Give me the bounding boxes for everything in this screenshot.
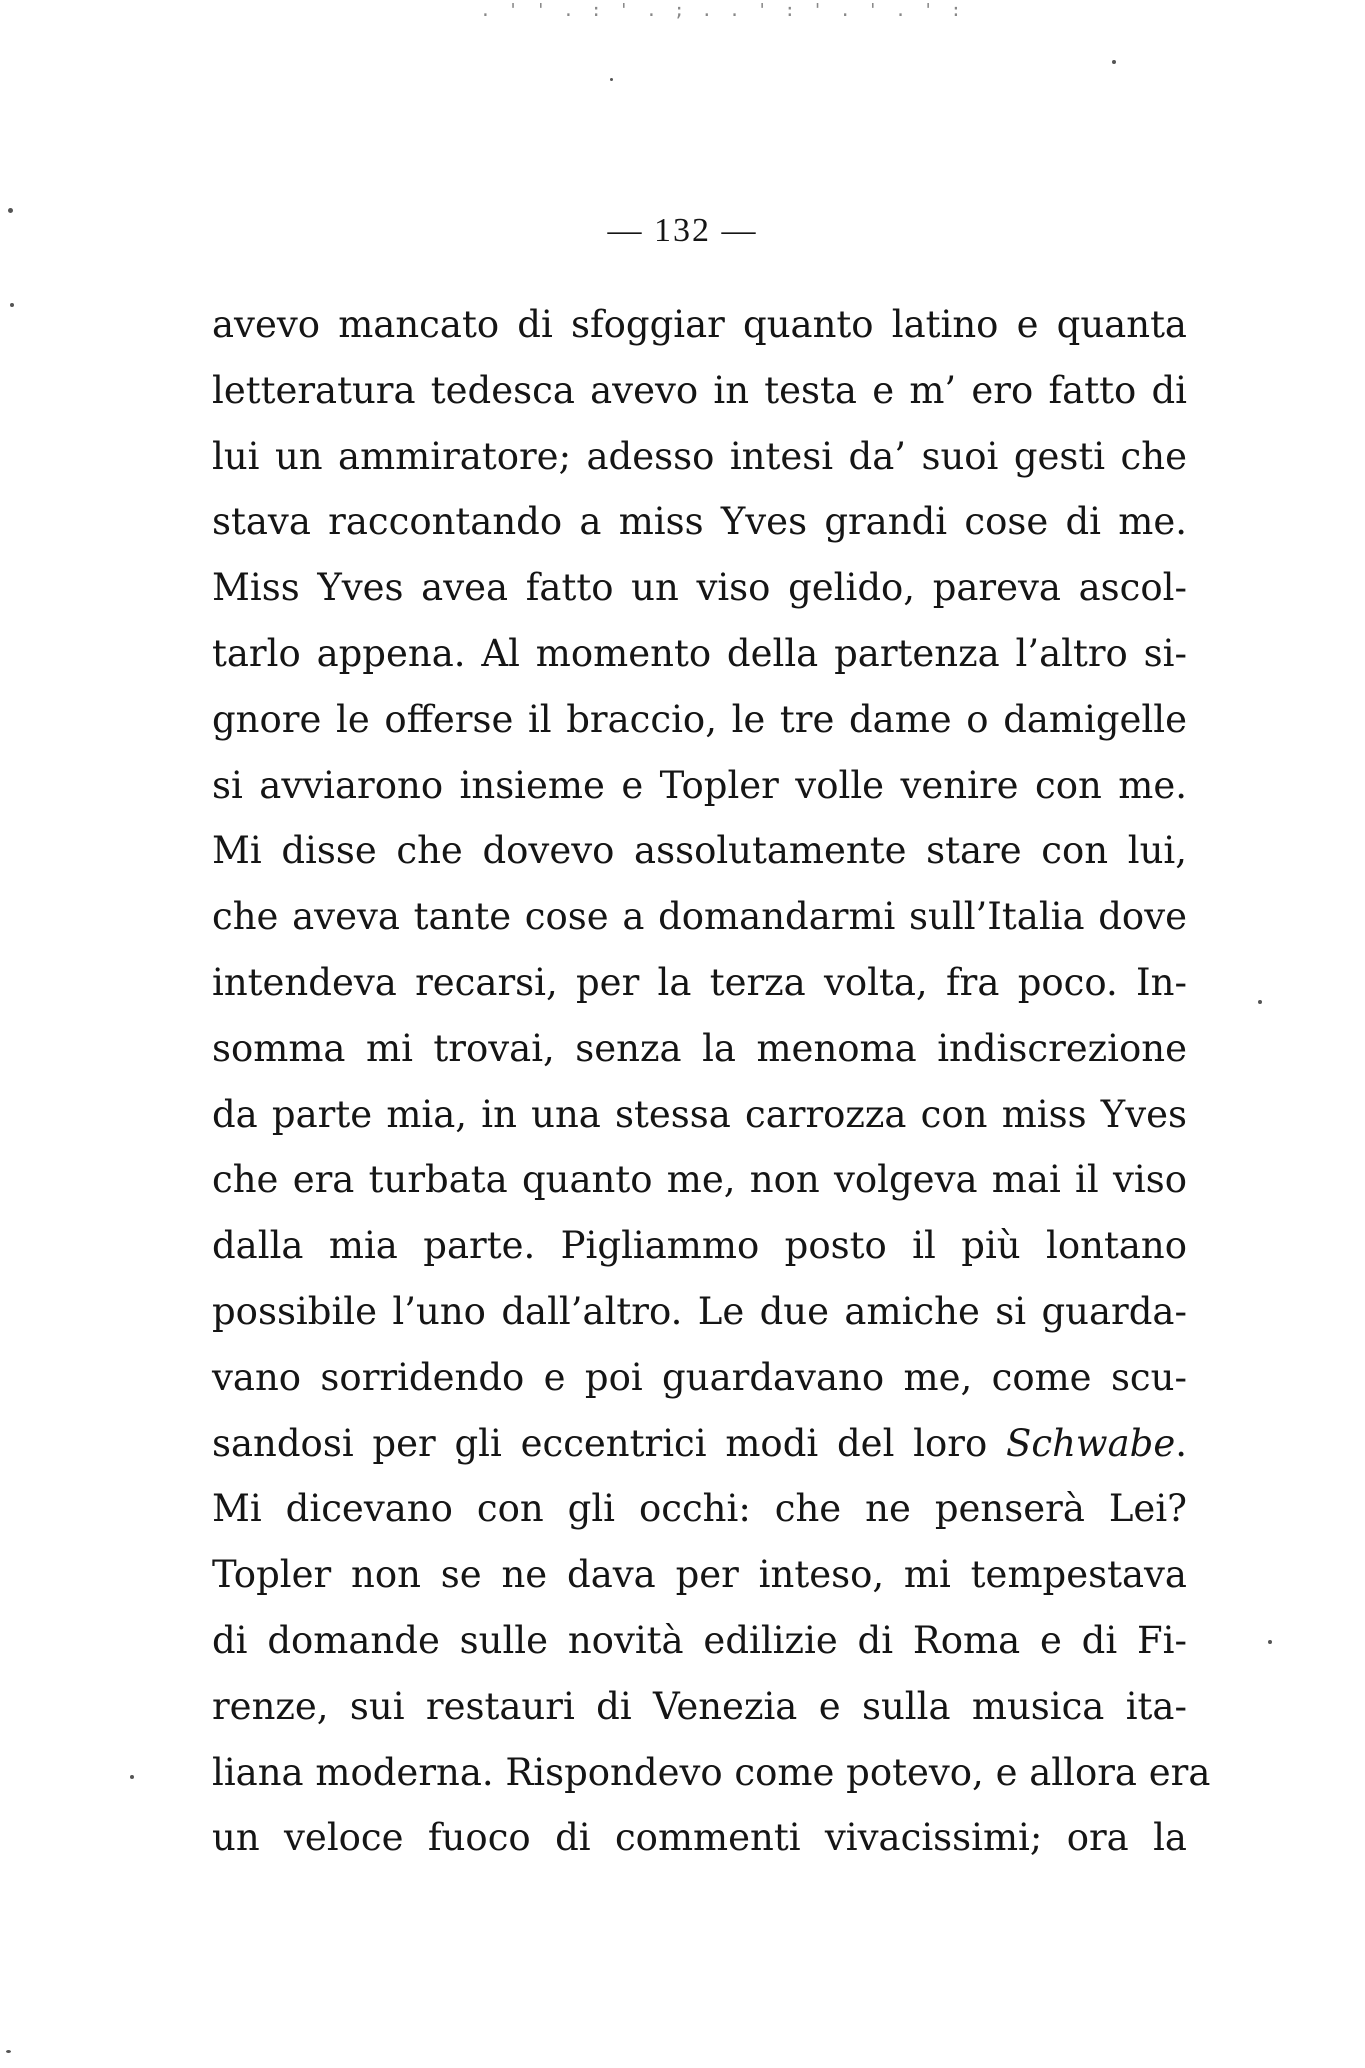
text-line: somma mi trovai, senza la menoma indiscrezione xyxy=(212,1026,1187,1070)
scan-speck xyxy=(610,78,613,81)
scan-speck xyxy=(1268,1640,1272,1644)
text-line: sandosi per gli eccentrici modi del loro Schwabe. xyxy=(212,1421,1187,1465)
scan-noise: . ' ' . : ' . ; . . ' : ' . ' . ' : xyxy=(480,0,965,21)
text-line: renze, sui restauri di Venezia e sulla musica ita- xyxy=(212,1684,1187,1728)
text-line: gnore le offerse il braccio, le tre dame o damigelle xyxy=(212,697,1187,741)
text-line: un veloce fuoco di commenti vivacissimi; ora la xyxy=(212,1816,1187,1860)
text-line: intendeva recarsi, per la terza volta, fra poco. In- xyxy=(212,960,1187,1004)
text-line: tarlo appena. Al momento della partenza l’altro si- xyxy=(212,631,1187,675)
text-line: liana moderna. Rispondevo come potevo, e allora era xyxy=(212,1750,1211,1794)
text-line: da parte mia, in una stessa carrozza con miss Yves xyxy=(212,1092,1187,1136)
text-line: Miss Yves avea fatto un viso gelido, pareva ascol- xyxy=(212,566,1187,610)
text-line: dalla mia parte. Pigliammo posto il più lontano xyxy=(212,1224,1187,1268)
italic-word: Schwabe xyxy=(1006,1421,1176,1465)
page-number: — 132 — xyxy=(607,212,758,249)
text-line: lui un ammiratore; adesso intesi da’ suoi gesti che xyxy=(212,434,1187,478)
scan-speck xyxy=(10,303,14,307)
text-line: possibile l’uno dall’altro. Le due amiche si guarda- xyxy=(212,1289,1187,1333)
scan-speck xyxy=(8,208,13,213)
text-line: che era turbata quanto me, non volgeva mai il viso xyxy=(212,1158,1187,1202)
text-line: di domande sulle novità edilizie di Roma e di Fi- xyxy=(212,1618,1187,1662)
text-line: vano sorridendo e poi guardavano me, come scu- xyxy=(212,1355,1187,1399)
scan-speck xyxy=(130,1775,134,1779)
text-line: che aveva tante cose a domandarmi sull’Italia dove xyxy=(212,895,1187,939)
scan-speck xyxy=(6,2050,11,2053)
scan-speck xyxy=(1112,60,1116,64)
text-line: Topler non se ne dava per inteso, mi tempestava xyxy=(212,1553,1187,1597)
text-line: letteratura tedesca avevo in testa e m’ ero fatto di xyxy=(212,368,1187,412)
text-line: Mi dicevano con gli occhi: che ne penserà Lei? xyxy=(212,1487,1187,1531)
text-line: stava raccontando a miss Yves grandi cose di me. xyxy=(212,500,1187,544)
text-line: avevo mancato di sfoggiar quanto latino e quanta xyxy=(212,303,1187,346)
text-line: si avviarono insieme e Topler volle venire con me. xyxy=(212,763,1187,807)
text-line: Mi disse che dovevo assolutamente stare con lui, xyxy=(212,829,1187,873)
body-text xyxy=(212,292,1211,1871)
scan-speck xyxy=(1258,1000,1262,1004)
